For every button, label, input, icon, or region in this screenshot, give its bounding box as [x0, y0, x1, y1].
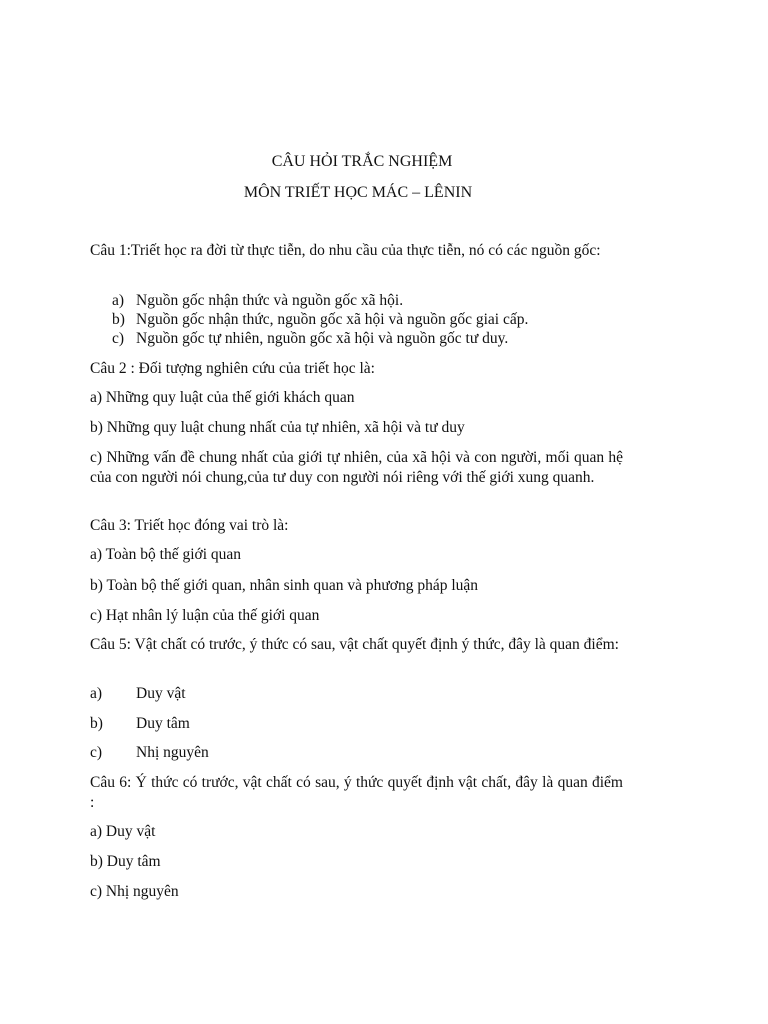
q1-option-c-text: Nguồn gốc tự nhiên, nguồn gốc xã hội và nguồn gốc tư duy.: [136, 330, 509, 347]
q3-option-b: b) Toàn bộ thế giới quan, nhân sinh quan và phương pháp luận: [90, 577, 479, 594]
doc-title-line-1: CÂU HỎI TRẮC NGHIỆM: [271, 153, 453, 170]
q2-option-c: c) Những vấn đề chung nhất của giới tự nhiên, của xã hội và con người, mối quan hệ của con người nói chung,của tư duy con người nói riêng với thế giới xung quanh.: [90, 449, 623, 486]
q6-option-c: c) Nhị nguyên: [90, 883, 179, 900]
q5-option-b: [90, 714, 190, 734]
q2-option-a: a) Những quy luật của thế giới khách quan: [90, 389, 355, 406]
q1-option-c-marker: c): [112, 330, 125, 347]
q1-option-b-marker: b): [112, 311, 125, 328]
question-5: Câu 5: Vật chất có trước, ý thức có sau, vật chất quyết định ý thức, đây là quan điểm:: [90, 636, 619, 653]
q1-option-a-text: Nguồn gốc nhận thức và nguồn gốc xã hội.: [136, 292, 404, 309]
q1-option-c: [112, 329, 508, 348]
q2-option-b: b) Những quy luật chung nhất của tự nhiên, xã hội và tư duy: [90, 419, 465, 436]
q5-option-c: [90, 743, 209, 763]
q3-option-a: a) Toàn bộ thế giới quan: [90, 546, 242, 563]
q1-option-b: [112, 310, 528, 329]
question-6: Câu 6: Ý thức có trước, vật chất có sau, ý thức quyết định vật chất, đây là quan điểm :: [90, 774, 623, 811]
q6-option-a: a) Duy vật: [90, 823, 156, 840]
q3-option-c: c) Hạt nhân lý luận của thế giới quan: [90, 607, 320, 624]
question-3: Câu 3: Triết học đóng vai trò là:: [90, 517, 289, 534]
q1-option-b-text: Nguồn gốc nhận thức, nguồn gốc xã hội và nguồn gốc giai cấp.: [136, 311, 529, 328]
q5-option-b-marker: b): [90, 715, 103, 732]
question-1: Câu 1:Triết học ra đời từ thực tiễn, do nhu cầu của thực tiễn, nó có các nguồn gốc:: [90, 242, 601, 259]
doc-title-line-2: MÔN TRIẾT HỌC MÁC – LÊNIN: [243, 184, 473, 201]
question-2: Câu 2 : Đối tượng nghiên cứu của triết học là:: [90, 360, 375, 377]
q1-option-a-marker: a): [112, 292, 125, 309]
q5-option-b-text: Duy tâm: [136, 715, 190, 732]
q5-option-a: [90, 684, 186, 704]
q5-option-a-text: Duy vật: [136, 685, 186, 702]
q5-option-c-text: Nhị nguyên: [136, 744, 209, 761]
q5-option-a-marker: a): [90, 685, 103, 702]
q5-option-c-marker: c): [90, 744, 103, 761]
q6-option-b: b) Duy tâm: [90, 853, 161, 870]
q1-option-a: [112, 291, 403, 310]
